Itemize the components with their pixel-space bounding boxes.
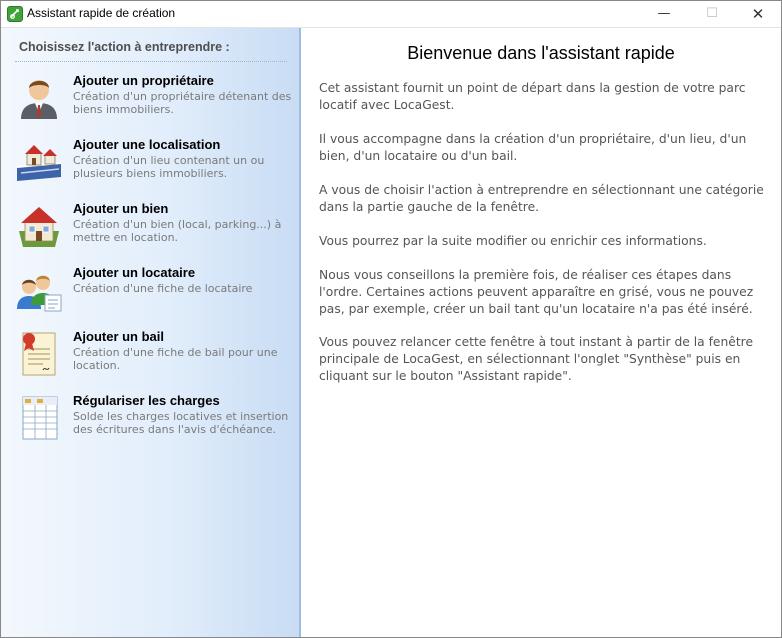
owner-person-icon bbox=[15, 73, 63, 121]
welcome-paragraph: Cet assistant fournit un point de départ dans la gestion de votre parc locatif avec LocaGest. bbox=[319, 81, 746, 112]
action-description: Création d'une fiche de bail pour une location. bbox=[73, 346, 278, 372]
location-map-icon bbox=[15, 137, 63, 185]
welcome-title: Bienvenue dans l'assistant rapide bbox=[407, 43, 675, 63]
action-description: Création d'une fiche de locataire bbox=[73, 282, 253, 295]
action-regularize-charges[interactable] bbox=[13, 393, 293, 447]
welcome-paragraph: A vous de choisir l'action à entreprendre en sélectionnant une catégorie dans la partie gauche de la fenêtre. bbox=[319, 183, 764, 214]
action-panel bbox=[1, 28, 301, 637]
action-add-lease[interactable] bbox=[13, 329, 293, 383]
maximize-button[interactable]: ☐ bbox=[706, 6, 718, 21]
action-description: Création d'un bien (local, parking...) à mettre en location. bbox=[73, 218, 282, 244]
action-title: Ajouter une localisation bbox=[73, 137, 221, 152]
action-add-location[interactable] bbox=[13, 137, 293, 191]
minimize-button[interactable]: — bbox=[657, 6, 671, 21]
welcome-paragraph: Nous vous conseillons la première fois, de réaliser ces étapes dans l'ordre. Certaines actions peuvent apparaître en grisé, vous ne pouvez pas, par exemple, créer un bail tant qu'un locataire n'a pas été inséré. bbox=[319, 268, 754, 316]
divider bbox=[15, 61, 287, 62]
action-add-tenant[interactable] bbox=[13, 265, 293, 319]
action-title: Ajouter un bail bbox=[73, 329, 164, 344]
action-title: Régulariser les charges bbox=[73, 393, 220, 408]
action-title: Ajouter un locataire bbox=[73, 265, 196, 280]
welcome-paragraph: Il vous accompagne dans la création d'un propriétaire, d'un lieu, d'un bien, d'un locataire ou d'un bail. bbox=[319, 132, 747, 163]
welcome-paragraph: Vous pourrez par la suite modifier ou enrichir ces informations. bbox=[319, 234, 707, 248]
title-bar[interactable] bbox=[1, 1, 781, 28]
tenants-icon bbox=[15, 265, 63, 313]
house-icon bbox=[15, 201, 63, 249]
close-button[interactable]: ✕ bbox=[751, 5, 765, 23]
action-description: Création d'un lieu contenant un ou plusieurs biens immobiliers. bbox=[73, 154, 265, 180]
action-add-property[interactable] bbox=[13, 201, 293, 255]
action-title: Ajouter un propriétaire bbox=[73, 73, 214, 88]
welcome-panel bbox=[301, 28, 781, 637]
charges-sheet-icon bbox=[15, 393, 63, 441]
action-add-owner[interactable] bbox=[13, 73, 293, 127]
action-description: Création d'un propriétaire détenant des biens immobiliers. bbox=[73, 90, 292, 116]
action-panel-header: Choisissez l'action à entreprendre : bbox=[19, 40, 230, 54]
app-icon bbox=[7, 6, 23, 22]
action-description: Solde les charges locatives et insertion des écritures dans l'avis d'échéance. bbox=[73, 410, 289, 436]
window-title: Assistant rapide de création bbox=[27, 6, 176, 20]
welcome-paragraph: Vous pouvez relancer cette fenêtre à tout instant à partir de la fenêtre principale de LocaGest, en sélectionnant l'onglet "Synthèse" puis en cliquant sur le bouton "Assistant rapide". bbox=[319, 335, 754, 383]
lease-document-icon bbox=[15, 329, 63, 377]
action-title: Ajouter un bien bbox=[73, 201, 169, 216]
